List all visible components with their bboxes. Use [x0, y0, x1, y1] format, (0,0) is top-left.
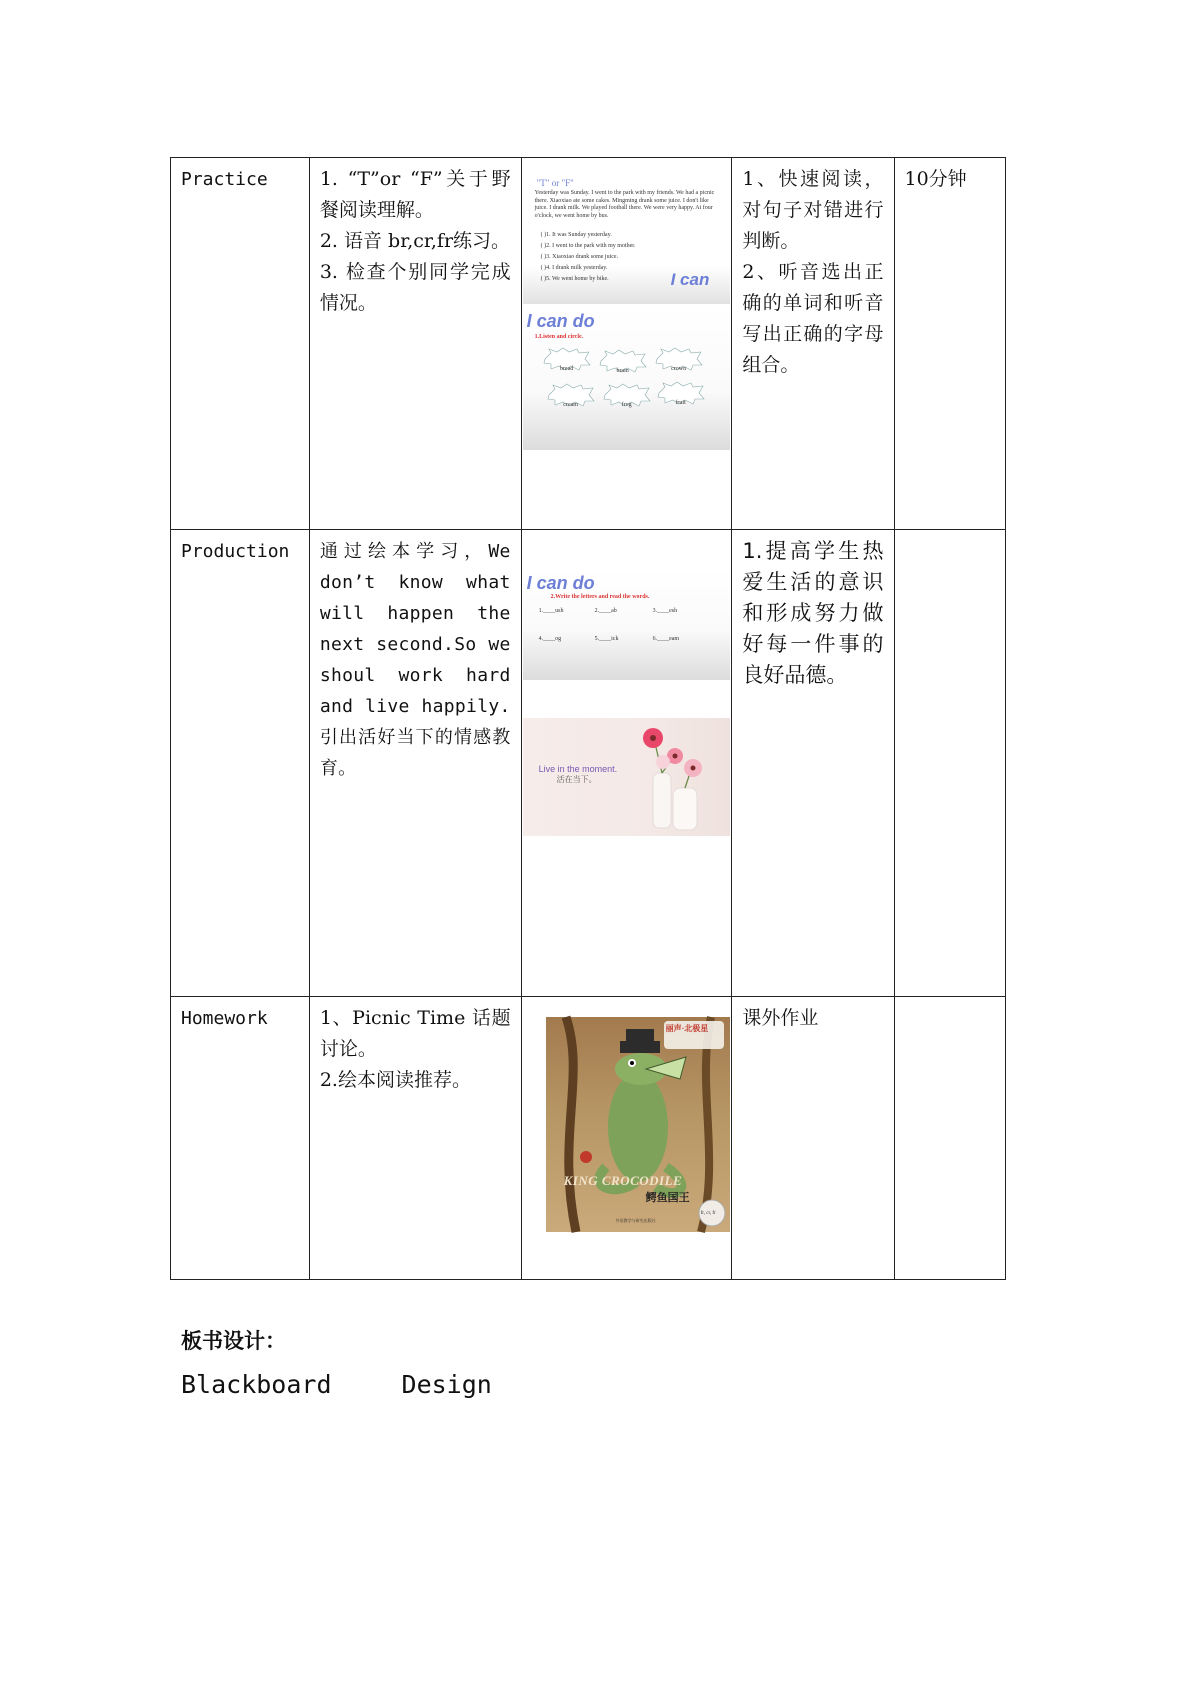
slide-title: "T" or "F"	[536, 178, 574, 188]
table-row-production	[171, 530, 1006, 997]
blank-3: 3.____esh	[652, 608, 678, 614]
step-3: 3. 检查个别同学完成情况。	[319, 261, 511, 314]
step-1: 1、Picnic Time 话题讨论。	[319, 1007, 511, 1060]
slide-true-false	[523, 178, 730, 304]
blank-4: 4.____og	[538, 636, 562, 642]
blank-2: 2.____ab	[594, 608, 617, 614]
time-label: 10分钟	[904, 168, 967, 190]
purpose-text: 课外作业	[742, 1007, 819, 1029]
slide-write-letters	[523, 568, 730, 680]
i-can-do-badge: I can	[670, 270, 710, 289]
time-cell	[894, 530, 1006, 997]
purpose-2: 2、听音选出正确的单词和听音写出正确的字母组合。	[742, 261, 884, 376]
slide-caption-en: Live in the moment.	[538, 764, 618, 774]
purpose-cell	[732, 158, 894, 530]
tf-item-4: ( )4. I drank milk yesterday.	[540, 265, 608, 271]
stage-cell	[171, 530, 310, 997]
series-badge: 丽声·北极星	[665, 1024, 709, 1033]
word-burst	[543, 348, 591, 370]
stage-cell	[171, 997, 310, 1280]
step-2: 2.绘本阅读推荐。	[319, 1069, 471, 1091]
time-cell	[894, 158, 1006, 530]
production-steps: 通过绘本学习，We don’t know what will happen the next second.So we shoul work hard and live happily.引出活好当下的情感教育。	[319, 541, 511, 779]
step-1: 1. “T”or “F”关于野餐阅读理解。	[319, 168, 511, 221]
steps-cell	[309, 158, 521, 530]
stage-label: Production	[181, 541, 290, 562]
word-burst	[603, 384, 651, 406]
table-row-practice	[171, 158, 1006, 530]
steps-cell	[309, 997, 521, 1280]
stage-label: Practice	[181, 169, 268, 190]
tf-item-1: ( )1. It was Sunday yesterday.	[540, 232, 612, 238]
i-can-do-badge: I can do	[526, 573, 595, 593]
word-label: frog	[621, 402, 632, 408]
step-2: 2. 语音 br,cr,fr练习。	[319, 230, 511, 252]
tf-item-2: ( )2. I went to the park with my mother.	[540, 243, 636, 249]
word-burst	[547, 384, 595, 406]
stage-cell	[171, 158, 310, 530]
word-burst	[655, 348, 703, 370]
slide-caption-cn: 活在当下。	[556, 775, 597, 784]
purpose-cell	[732, 997, 894, 1280]
word-label: brain	[616, 368, 629, 374]
phonics-sticker: fr, cr, fr	[700, 1211, 716, 1216]
board-design-heading: 板书设计：	[181, 1329, 286, 1353]
purpose-cell	[732, 530, 894, 997]
vase-flowers-image	[523, 718, 730, 836]
steps-cell	[309, 530, 521, 997]
slide-task: 1.Listen and circle.	[534, 334, 584, 340]
slides-cell	[521, 158, 732, 530]
slide-listen-circle	[523, 304, 730, 450]
design-word: Design	[401, 1370, 492, 1399]
word-label: bread	[559, 366, 574, 372]
time-cell	[894, 997, 1006, 1280]
slide-passage: Yesterday was Sunday. I went to the park with my friends. We had a picnic there. Xiaoxiao ate some cakes. Mingming drank some juice. I don't like juice. I drank milk. We played football there. We were very happy. At four o'clock, we went home by bus.	[534, 190, 715, 219]
tf-item-3: ( )3. Xiaoxiao drank some juice.	[540, 254, 619, 260]
purpose-text: 1.提高学生热爱生活的意识和形成努力做好每一件事的良好品德。	[742, 539, 884, 687]
word-label: fruit	[675, 400, 686, 406]
word-label: crown	[671, 366, 687, 372]
blank-5: 5.____ick	[594, 636, 619, 642]
lesson-plan-table	[170, 157, 1006, 1280]
blackboard-design-title	[181, 1370, 492, 1399]
tf-item-5: ( )5. We went home by bike.	[540, 276, 609, 282]
blackboard-word: Blackboard	[181, 1370, 332, 1399]
slides-cell	[521, 530, 732, 997]
word-label: cream	[563, 402, 578, 408]
book-title: KING CROCODILE	[563, 1173, 683, 1188]
word-burst	[657, 382, 705, 404]
i-can-do-badge: I can do	[526, 311, 595, 331]
publisher: 外语教学与研究出版社	[615, 1218, 656, 1223]
slide-live-in-moment	[523, 718, 730, 836]
book-cell	[521, 997, 732, 1280]
book-title-cn: 鳄鱼国王	[645, 1192, 690, 1204]
slide-task: 2.Write the letters and read the words.	[550, 594, 650, 600]
crocodile-illustration	[546, 1017, 730, 1232]
table-row-homework	[171, 997, 1006, 1280]
blank-6: 6.____eam	[652, 636, 680, 642]
blank-1: 1.____ush	[538, 608, 564, 614]
purpose-1: 1、快速阅读，对句子对错进行判断。	[742, 168, 884, 252]
word-burst	[599, 350, 647, 372]
stage-label: Homework	[181, 1008, 268, 1029]
book-cover-king-crocodile	[546, 1017, 730, 1232]
